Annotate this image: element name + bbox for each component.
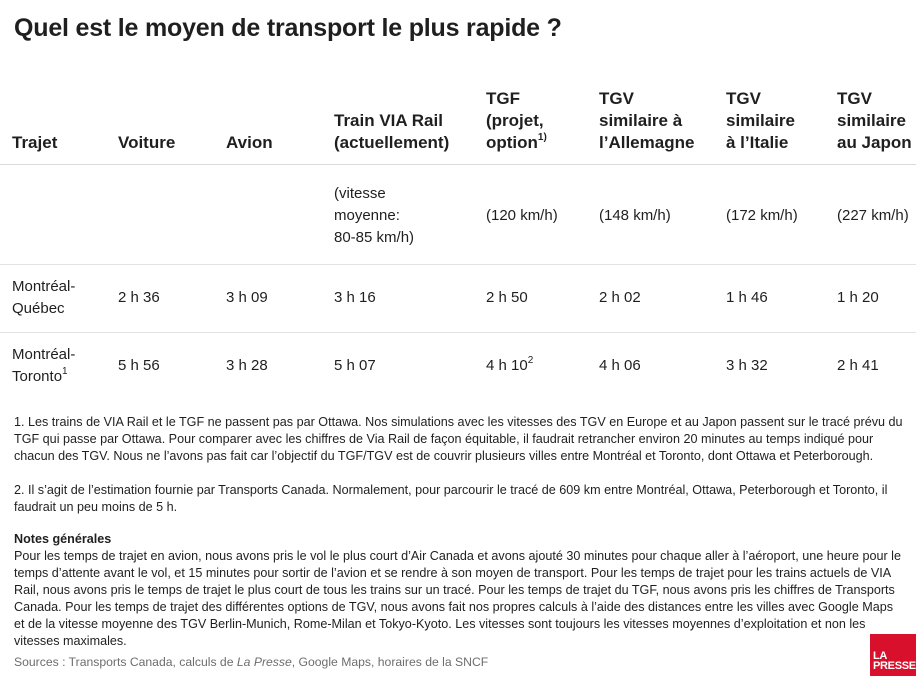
table-row — [0, 264, 916, 332]
via-time: 3 h 16 — [322, 264, 474, 332]
speed-tgv-italie: (172 km/h) — [714, 164, 825, 264]
tgv-allemagne-time: 2 h 02 — [587, 264, 714, 332]
speed-tgv-allemagne: (148 km/h) — [587, 164, 714, 264]
general-notes-text: Pour les temps de trajet en avion, nous avons pris le vol le plus court d’Air Canada et avons ajouté 30 minutes pour chaque aller à l’aéroport, une heure pour le temps d’attente avant le vol, et 15 minutes pour sortir de l’avion et se rendre à son moyen de transport. Pour les temps de trajet pour les trains actuels de VIA Rail, nous avons pris le temps de trajet le plus court de tous les trains sur un tracé. Pour les temps de trajet du TGF, nous avons pris les chiffres de Transports Canada. Pour les temps de trajet des différentes options de TGV, nous avons fait nos propres calculs à l’aide des distances entre les villes avec Google Maps et de la vitesse moyenne des TGV Berlin-Munich, Rome-Milan et Tokyo-Kyoto. Les vitesses sont toujours les vitesses moyennes d’exploitation et non les vitesses maximales. — [14, 549, 901, 648]
footnote-1: 1. Les trains de VIA Rail et le TGF ne passent pas par Ottawa. Nos simulations avec les vitesses des TGV en Europe et au Japon passent sur le tracé prévu du TGF qui passe par Ottawa. Pour comparer avec les chiffres de Via Rail de façon équitable, il faudrait retrancher environ 20 minutes au temps indiqué pour chacun des TGV. Nous ne l’avons pas fait car l’objectif du TGF/TGV est de couvrir plusieurs villes entre Montréal et Toronto, dont Ottawa et Peterborough. — [14, 415, 903, 463]
speed-tgv-japon: (227 km/h) — [825, 164, 916, 264]
tgv-japon-time: 2 h 41 — [837, 357, 879, 375]
speed-row — [0, 164, 916, 264]
general-notes-title: Notes générales — [14, 532, 112, 546]
header-tgv-italie: TGV similaire à l’Italie — [714, 76, 825, 164]
tgv-italie-time: 1 h 46 — [714, 264, 825, 332]
speed-via-rail: (vitesse moyenne: 80-85 km/h) — [322, 164, 474, 264]
header-via-rail: Train VIA Rail (actuellement) — [322, 76, 474, 164]
footnote-2: 2. Il s’agit de l’estimation fournie par Transports Canada. Normalement, pour parcourir le tracé de 609 km entre Montréal, Ottawa, Peterborough et Toronto, il faudrait un peu moins de 5 h. — [14, 483, 888, 514]
table-row — [0, 332, 916, 400]
plane-time: 3 h 09 — [214, 264, 322, 332]
sources-line: Sources : Transports Canada, calculs de La Presse, Google Maps, horaires de la SNCF — [14, 655, 489, 669]
page-title: Quel est le moyen de transport le plus rapide ? — [14, 14, 562, 42]
header-tgv-allemagne: TGV similaire à l’Allemagne — [587, 76, 714, 164]
speed-tgf: (120 km/h) — [474, 164, 587, 264]
comparison-table — [0, 76, 916, 400]
general-notes — [14, 531, 904, 650]
header-trajet: Trajet — [0, 76, 106, 164]
table-header-row — [0, 76, 916, 164]
tgv-italie-time: 3 h 32 — [726, 357, 768, 375]
header-voiture: Voiture — [106, 76, 214, 164]
header-avion: Avion — [214, 76, 322, 164]
plane-time: 3 h 28 — [226, 357, 268, 375]
via-time: 5 h 07 — [334, 357, 376, 375]
car-time: 5 h 56 — [118, 357, 160, 375]
route-cell: Montréal- Québec — [0, 264, 106, 332]
tgv-allemagne-time: 4 h 06 — [599, 357, 641, 375]
la-presse-logo: LA PRESSE — [870, 634, 916, 676]
header-tgf: TGF (projet, option$^{1)}$ — [474, 76, 587, 164]
tgv-japon-time: 1 h 20 — [825, 264, 916, 332]
header-tgv-japon: TGV similaire au Japon — [825, 76, 916, 164]
route-cell: Montréal- Toronto$^1$ — [12, 346, 76, 386]
tgf-time: 4 h $10^2$ — [486, 355, 534, 375]
tgf-time: 2 h 50 — [474, 264, 587, 332]
car-time: 2 h 36 — [106, 264, 214, 332]
